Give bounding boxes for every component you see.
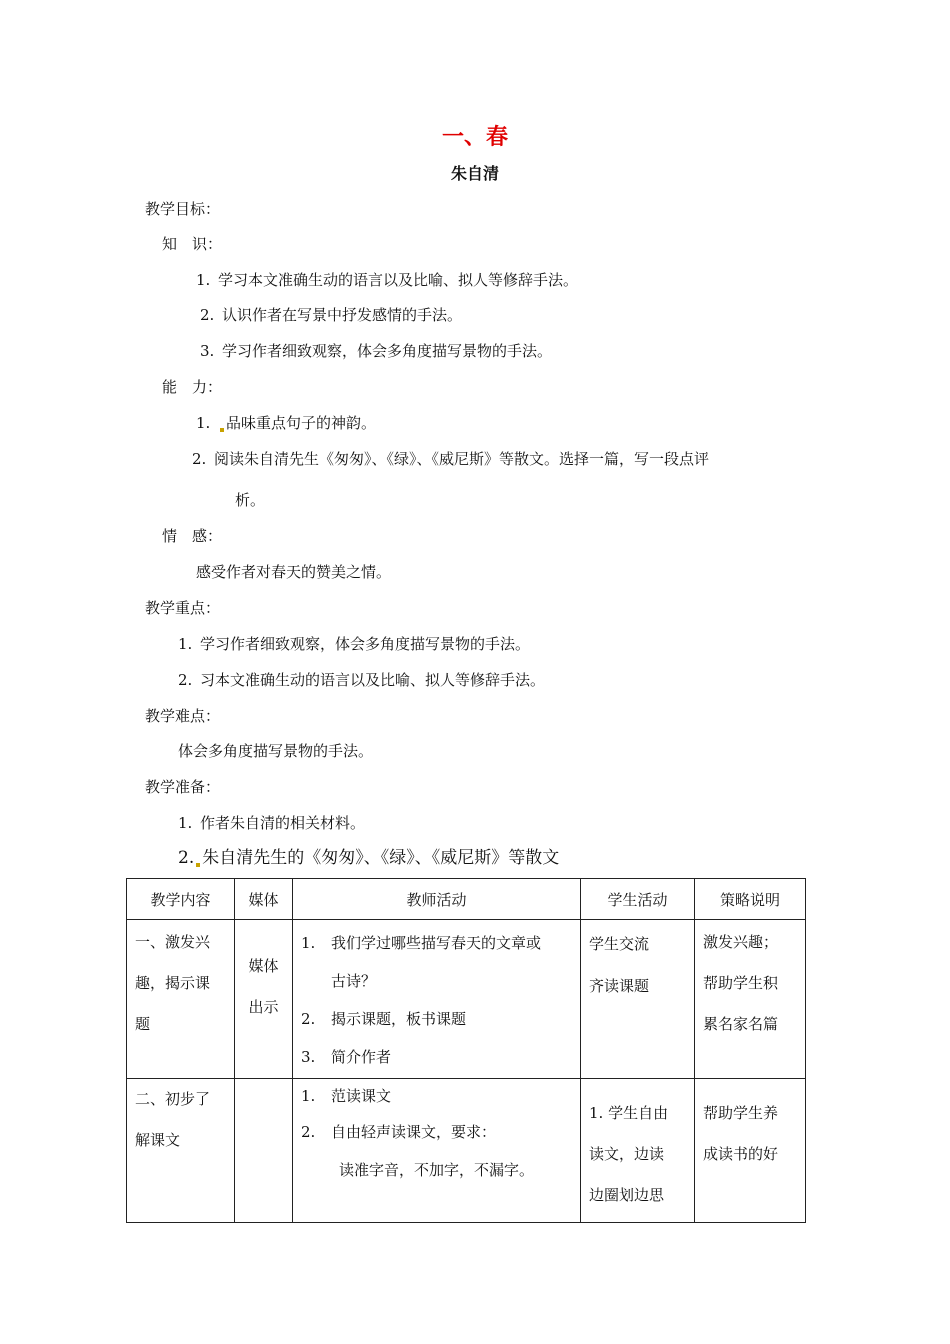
- list-item: 3. 简介作者: [301, 1048, 392, 1066]
- emotion-label: 情 感：: [162, 527, 223, 545]
- key-point-1: 1. 学习作者细致观察，体会多角度描写景物的手法。: [178, 635, 531, 653]
- knowledge-item-1: 1. 学习本文准确生动的语言以及比喻、拟人等修辞手法。: [196, 271, 579, 289]
- list-item: 2. 揭示课题，板书课题: [301, 1010, 467, 1028]
- ability-item-1: 1. 品味重点句子的神韵。: [196, 414, 377, 432]
- difficulty-text: 体会多角度描写景物的手法。: [178, 742, 374, 760]
- row1-content: 一、激发兴 趣，揭示课 题: [127, 920, 235, 1079]
- table-header-row: [127, 879, 806, 920]
- knowledge-item-2: 2. 认识作者在写景中抒发感情的手法。: [200, 306, 463, 324]
- header-student-activity: 学生活动: [581, 879, 695, 920]
- preparation-heading: 教学准备：: [145, 778, 221, 796]
- objectives-heading: 教学目标：: [145, 200, 221, 218]
- row1-media: 媒体 出示: [235, 920, 293, 1079]
- row2-teacher-activity: [293, 1079, 581, 1223]
- list-item: 2. 自由轻声读课文，要求：: [301, 1123, 497, 1141]
- row1-strategy: 激发兴趣； 帮助学生积 累名家名篇: [695, 920, 806, 1079]
- row1-teacher-activity: [293, 920, 581, 1079]
- key-point-2: 2. 习本文准确生动的语言以及比喻、拟人等修辞手法。: [178, 671, 546, 689]
- author-name: 朱自清: [450, 164, 499, 183]
- highlight-mark: [220, 428, 224, 432]
- header-strategy: 策略说明: [695, 879, 806, 920]
- ability-item-2-continued: 析。: [235, 491, 266, 509]
- header-media: 媒体: [235, 879, 293, 920]
- list-item: 1. 我们学过哪些描写春天的文章或: [301, 934, 542, 952]
- list-item-continued: 古诗？: [331, 972, 377, 990]
- knowledge-label: 知 识：: [162, 235, 223, 253]
- preparation-item-1: 1. 作者朱自清的相关材料。: [178, 814, 366, 832]
- key-points-heading: 教学重点：: [145, 599, 221, 617]
- emotion-text: 感受作者对春天的赞美之情。: [196, 563, 392, 581]
- row2-student-activity: 1. 学生自由 读文，边读 边圈划边思: [581, 1079, 695, 1223]
- list-item: 1. 范读课文: [301, 1087, 392, 1105]
- lesson-plan-table: [126, 878, 806, 1223]
- row2-media: [235, 1079, 293, 1223]
- lesson-title: 一、春: [441, 125, 508, 150]
- header-content: 教学内容: [127, 879, 235, 920]
- knowledge-item-3: 3. 学习作者细致观察，体会多角度描写景物的手法。: [200, 342, 553, 360]
- preparation-item-2: 2. 朱自清先生的《匆匆》、《绿》、《威尼斯》等散文: [178, 848, 560, 868]
- row1-student-activity: 学生交流 齐读课题: [581, 920, 695, 1079]
- table-row: [127, 1079, 806, 1223]
- ability-label: 能 力：: [162, 378, 223, 396]
- highlight-mark: [196, 863, 200, 867]
- header-teacher-activity: 教师活动: [293, 879, 581, 920]
- row2-strategy: 帮助学生养 成读书的好: [695, 1079, 806, 1223]
- difficulty-heading: 教学难点：: [145, 707, 221, 725]
- row2-content: 二、初步了 解课文: [127, 1079, 235, 1223]
- list-item-continued: 读准字音，不加字，不漏字。: [339, 1161, 535, 1179]
- table-row: [127, 920, 806, 1079]
- ability-item-2: 2. 阅读朱自清先生《匆匆》、《绿》、《威尼斯》等散文。选择一篇，写一段点评: [192, 450, 710, 468]
